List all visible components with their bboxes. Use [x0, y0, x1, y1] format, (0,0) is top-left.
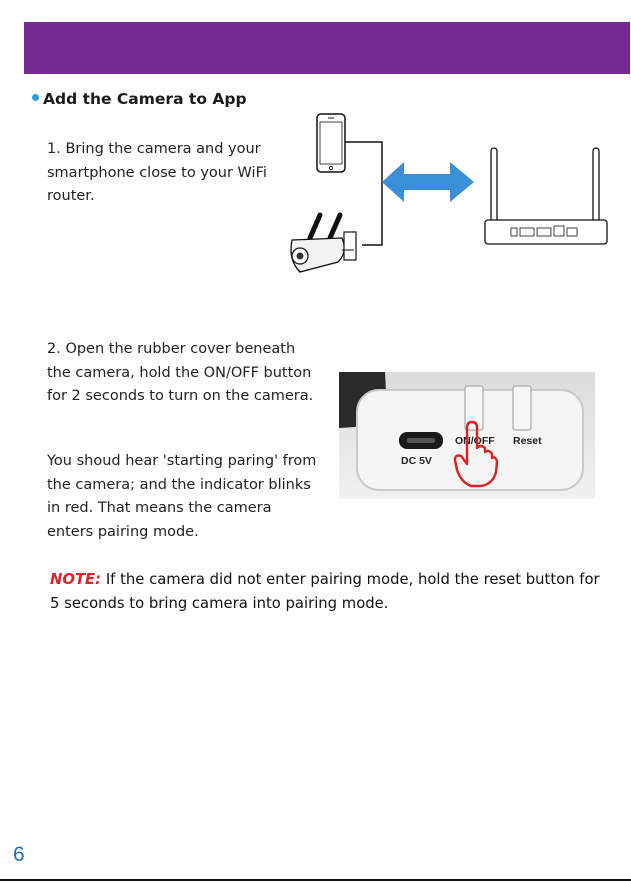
step-2-text: 2. Open the rubber cover beneath the camera, hold the ON/OFF button for 2 seconds to turn on the camera. [47, 341, 314, 404]
reset-label: Reset [513, 435, 542, 447]
page-number: 6 [13, 843, 25, 866]
note-text: If the camera did not enter pairing mode, hold the reset button for 5 seconds to bring camera into pairing mode. [50, 571, 600, 612]
note-block [50, 568, 610, 616]
bullet-dot-icon [32, 94, 39, 101]
dc-5v-label: DC 5V [401, 455, 432, 467]
setup-illustration [278, 110, 618, 285]
wifi-router-icon [485, 148, 607, 244]
section-heading [32, 90, 247, 108]
step-1-text: 1. Bring the camera and your smartphone close to your WiFi router. [47, 141, 267, 204]
header-banner [24, 22, 630, 74]
step-2-note-text: You shoud hear 'starting paring' from the camera; and the indicator blinks in red. That means the camera enters pairing mode. [47, 453, 317, 540]
camera-buttons-photo [339, 372, 595, 499]
security-camera-icon [291, 215, 356, 272]
bottom-divider [0, 879, 631, 881]
section-heading-text: Add the Camera to App [43, 90, 247, 108]
smartphone-icon [317, 114, 345, 172]
double-arrow-icon [382, 162, 474, 202]
note-label: NOTE: [50, 571, 102, 588]
onoff-label: ON/OFF [455, 435, 495, 447]
